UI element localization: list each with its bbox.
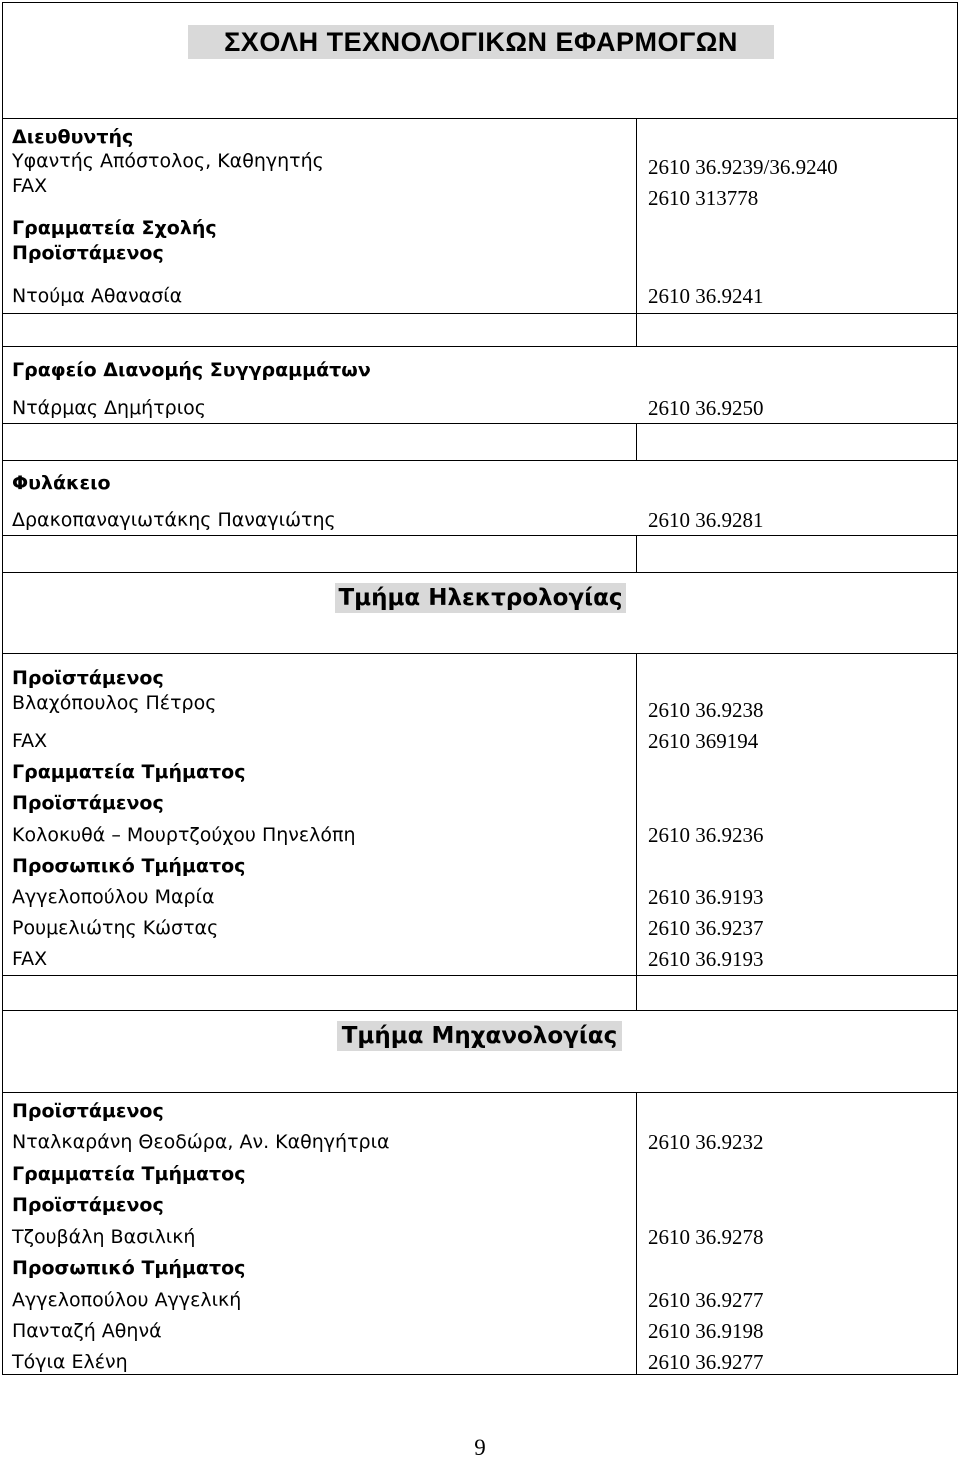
row-divider xyxy=(2,460,958,461)
column-divider xyxy=(636,313,637,346)
guardhouse-heading: Φυλάκειο xyxy=(12,472,111,494)
electrical-head-heading: Προϊστάμενος xyxy=(12,667,164,689)
staff-name: FAX xyxy=(12,948,48,970)
mechanical-department-title: Τμήμα Μηχανολογίας xyxy=(337,1021,622,1051)
staff-phone: 2610 36.9277 xyxy=(648,1350,764,1374)
row-divider xyxy=(2,1092,958,1093)
column-divider xyxy=(636,423,637,460)
staff-name: Ρουμελιώτης Κώστας xyxy=(12,917,219,939)
electrical-head-phone: 2610 36.9238 xyxy=(648,698,764,722)
row-divider xyxy=(2,975,958,976)
distribution-name: Ντάρμας Δημήτριος xyxy=(12,397,206,419)
director-heading: Διευθυντής xyxy=(12,126,134,148)
column-divider xyxy=(636,535,637,572)
staff-name: Αγγελοπούλου Μαρία xyxy=(12,886,215,908)
head-name: Ντούμα Αθανασία xyxy=(12,285,183,307)
row-divider xyxy=(2,118,958,119)
electrical-fax: 2610 369194 xyxy=(648,729,759,753)
distribution-heading: Γραφείο Διανομής Συγγραμμάτων xyxy=(12,359,371,381)
guardhouse-phone: 2610 36.9281 xyxy=(648,508,764,532)
row-divider xyxy=(2,653,958,654)
column-divider xyxy=(636,1092,637,1375)
secretariat-heading: Γραμματεία Σχολής xyxy=(12,217,217,239)
mechanical-head-heading: Προϊστάμενος xyxy=(12,1100,164,1122)
row-divider xyxy=(2,1010,958,1011)
staff-name: Πανταζή Αθηνά xyxy=(12,1320,162,1342)
staff-phone: 2610 36.9198 xyxy=(648,1319,764,1343)
staff-phone: 2610 36.9237 xyxy=(648,916,764,940)
director-fax: 2610 313778 xyxy=(648,186,759,210)
electrical-fax-label: FAX xyxy=(12,730,48,752)
mechanical-head-phone: 2610 36.9232 xyxy=(648,1130,764,1154)
column-divider xyxy=(636,653,637,1010)
mechanical-sec-head-phone: 2610 36.9278 xyxy=(648,1225,764,1249)
electrical-staff-heading: Προσωπικό Τμήματος xyxy=(12,855,246,877)
distribution-phone: 2610 36.9250 xyxy=(648,396,764,420)
staff-name: Αγγελοπούλου Αγγελική xyxy=(12,1289,242,1311)
head-phone: 2610 36.9241 xyxy=(648,284,764,308)
mechanical-sec-head-heading: Προϊστάμενος xyxy=(12,1194,164,1216)
staff-phone: 2610 36.9193 xyxy=(648,885,764,909)
electrical-sec-head-name: Κολοκυθά – Μουρτζούχου Πηνελόπη xyxy=(12,824,356,846)
electrical-sec-head-heading: Προϊστάμενος xyxy=(12,792,164,814)
row-divider xyxy=(2,346,958,347)
mechanical-secretariat-heading: Γραμματεία Τμήματος xyxy=(12,1163,246,1185)
electrical-head-name: Βλαχόπουλος Πέτρος xyxy=(12,692,217,714)
guardhouse-name: Δρακοπαναγιωτάκης Παναγιώτης xyxy=(12,509,336,531)
mechanical-head-name: Νταλκαράνη Θεοδώρα, Αν. Καθηγήτρια xyxy=(12,1131,390,1153)
row-divider xyxy=(2,535,958,536)
row-divider xyxy=(2,572,958,573)
row-divider xyxy=(2,313,958,314)
page-title: ΣΧΟΛΗ ΤΕΧΝΟΛΟΓΙΚΩΝ ΕΦΑΡΜΟΓΩΝ xyxy=(188,25,774,59)
mechanical-sec-head-name: Τζουβάλη Βασιλική xyxy=(12,1226,196,1248)
electrical-sec-head-phone: 2610 36.9236 xyxy=(648,823,764,847)
column-divider xyxy=(636,118,637,313)
mechanical-staff-heading: Προσωπικό Τμήματος xyxy=(12,1257,246,1279)
row-divider xyxy=(2,423,958,424)
page-number: 9 xyxy=(474,1435,486,1460)
head-heading: Προϊστάμενος xyxy=(12,242,164,264)
staff-phone: 2610 36.9193 xyxy=(648,947,764,971)
director-phone: 2610 36.9239/36.9240 xyxy=(648,155,838,179)
fax-label: FAX xyxy=(12,175,48,197)
director-name: Υφαντής Απόστολος, Καθηγητής xyxy=(12,150,324,172)
electrical-secretariat-heading: Γραμματεία Τμήματος xyxy=(12,761,246,783)
electrical-department-title: Τμήμα Ηλεκτρολογίας xyxy=(335,583,626,613)
staff-phone: 2610 36.9277 xyxy=(648,1288,764,1312)
staff-name: Τόγια Ελένη xyxy=(12,1351,128,1373)
